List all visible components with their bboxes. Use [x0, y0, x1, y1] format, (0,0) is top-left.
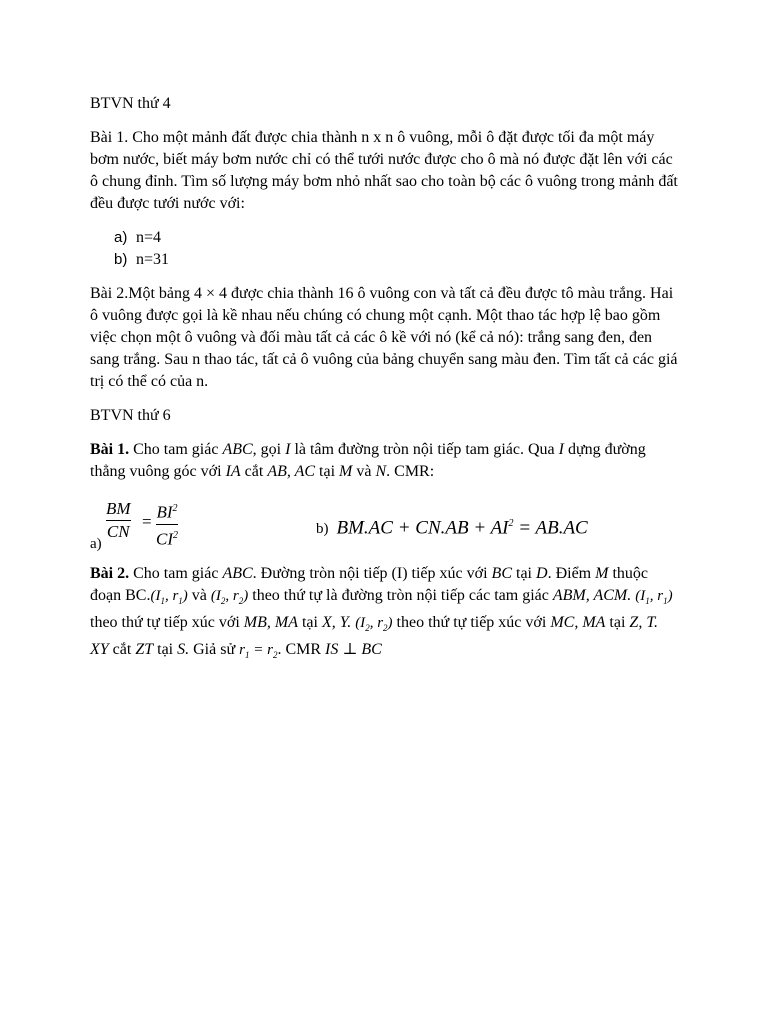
formula-a	[90, 499, 200, 552]
circle-i1-r1: ($I_1$, $r_1$)	[150, 588, 188, 606]
heading-btvn-6: BTVN thứ 6	[90, 407, 171, 424]
claim-is-perp-bc: IS ⊥ BC	[325, 641, 382, 658]
geometry-problem-2: Bài 2. Cho tam giác ABC. Đường tròn nội tiếp (I) tiếp xúc với BC tại D. Điểm M thuộc đoạn $BC.(I_1$, $r_1$) và ($I_2$, $r_2$) theo thứ tự là đường tròn nội tiếp các tam giác ABM, ACM. ($I_1$, $r_1$) theo thứ tự tiếp xúc với MB, MA tại X, Y. ($I_2$, $r_2$) theo thứ tự tiếp xúc với MC, MA tại Z, T. XY cắt ZT tại S. Giả sử $r_1 = r_2$. CMR IS ⊥ BC	[90, 565, 673, 660]
fraction-bi-ci: $BI^2$ $CI^2$	[156, 502, 178, 549]
problem-1-text: Bài 1. Cho một mảnh đất được chia thành n x n ô vuông, mỗi ô đặt được tối đa một máy bơm nước, biết máy bơm nước chỉ có thể tưới nước được cho ô mà nó được đặt lên với các ô chung đỉnh. Tìm số lượng máy bơm nhỏ nhất sao cho toàn bộ các ô vuông trong mảnh đất đều được tưới nước với:	[90, 129, 678, 212]
heading-btvn-4: BTVN thứ 4	[90, 95, 171, 112]
equals-sign: =	[142, 512, 152, 531]
formula-row	[90, 491, 680, 551]
condition-r1-r2: $r_1 = r_2$	[239, 642, 278, 660]
list-item: a) n=4	[114, 229, 162, 246]
formula-a-label: a)	[90, 536, 102, 552]
problem-1-cases	[90, 227, 680, 271]
problem-2-text: Bài 2.Một bảng 4 × 4 được chia thành 16 ô vuông con và tất cả đều được tô màu trắng. Hai ô vuông được gọi là kề nhau nếu chúng có chung một cạnh. Một thao tác hợp lệ bao gồm việc chọn một ô vuông và đối màu tất cả các ô kề với nó (kể cả nó): trắng sang đen, đen sang trắng. Sau n thao tác, tất cả ô vuông của bảng chuyển sang màu đen. Tìm tất cả các giá trị có thể có của n.	[90, 285, 678, 390]
fraction-bm-cn: BM CN	[106, 499, 131, 541]
formula-b: b) $BM.AC + CN.AB + AI^2 = AB.AC$	[316, 517, 588, 539]
geometry-problem-1: Bài 1. Cho tam giác ABC, gọi I là tâm đường tròn nội tiếp tam giác. Qua I dựng đường thẳng vuông góc với IA cắt AB, AC tại M và N. CMR:	[90, 441, 646, 480]
document-body	[90, 93, 680, 666]
circle-i2-r2: ($I_2$, $r_2$)	[210, 588, 249, 606]
list-item: b) n=31	[114, 251, 170, 268]
